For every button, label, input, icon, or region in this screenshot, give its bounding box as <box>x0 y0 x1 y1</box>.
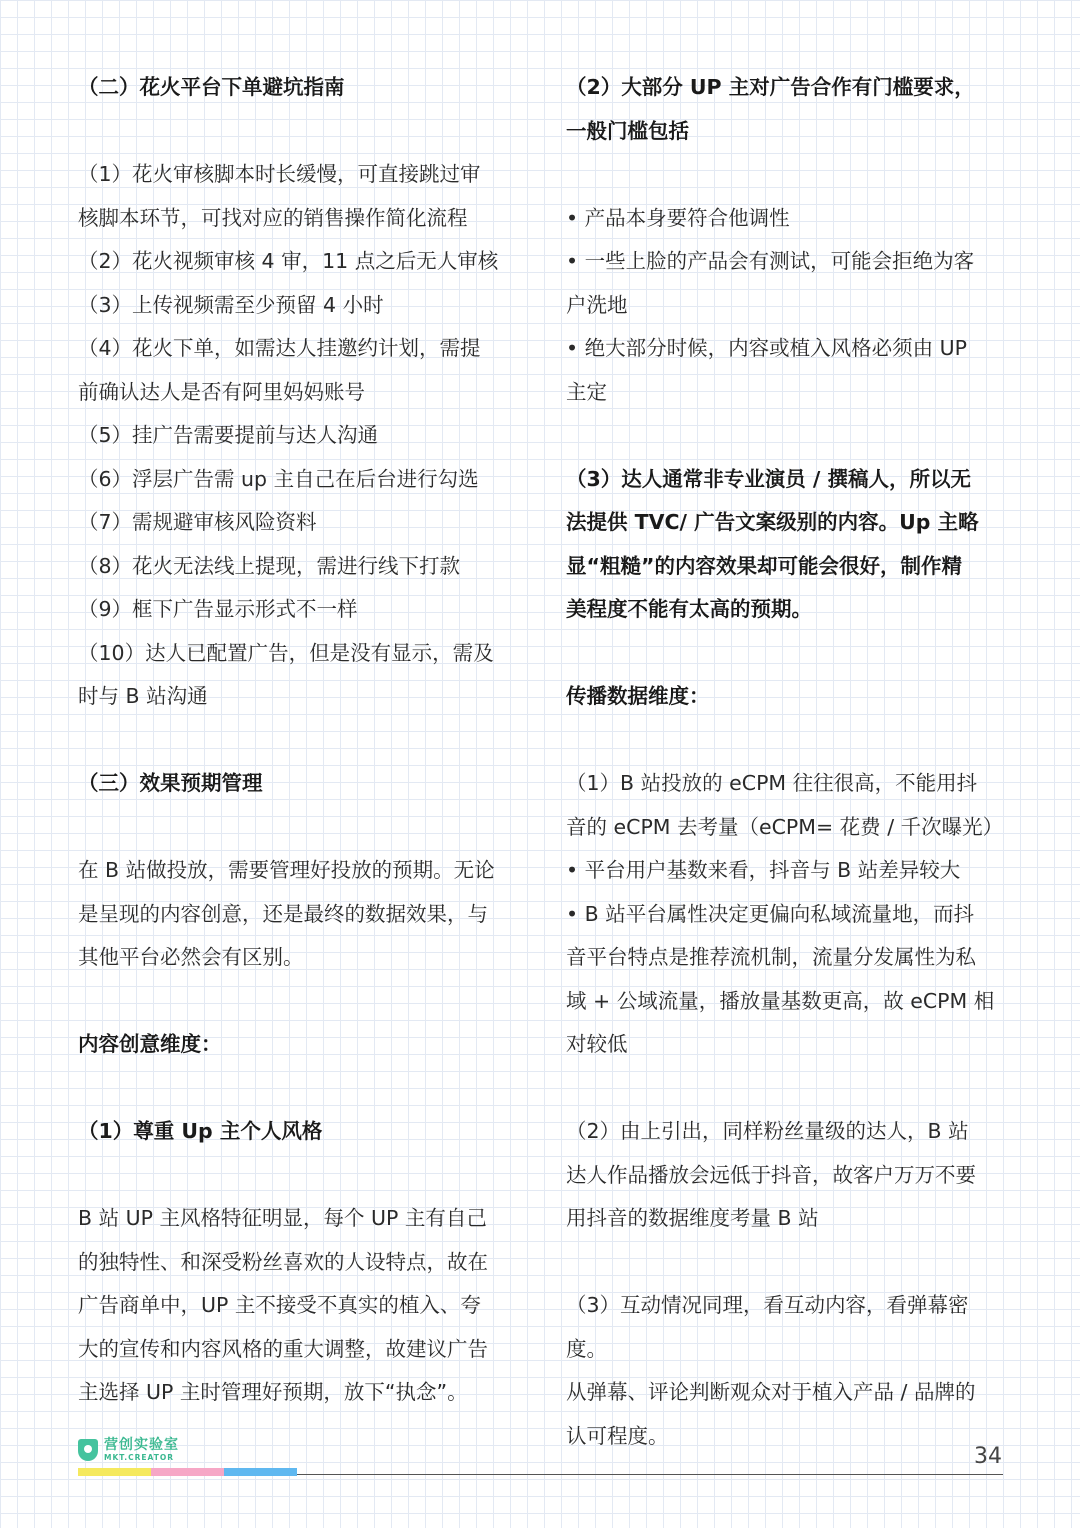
spacer <box>78 1067 518 1111</box>
text-line: （3）上传视频需至少预留 4 小时 <box>78 292 384 317</box>
text-line: • 一些上脸的产品会有测试，可能会拒绝为客 <box>566 249 975 273</box>
spacer <box>566 414 1006 458</box>
color-bar-pink <box>151 1468 224 1476</box>
text-line: 时与 B 站沟通 <box>78 684 208 708</box>
text-line: 大的宣传和内容风格的重大调整，故建议广告 <box>78 1336 488 1361</box>
spacer <box>78 719 518 763</box>
heading-line: （1）尊重 Up 主个人风格 <box>78 1119 323 1143</box>
text-line: （10）达人已配置广告，但是没有显示，需及 <box>78 640 494 665</box>
spacer <box>78 980 518 1024</box>
heading-line: 法提供 TVC/ 广告文案级别的内容。Up 主略 <box>566 510 979 534</box>
text-line: • B 站平台属性决定更偏向私域流量地，而抖 <box>566 901 975 926</box>
text-line: 音的 eCPM 去考量（eCPM= 花费 / 千次曝光） <box>566 814 1004 839</box>
text-line: （9）框下广告显示形式不一样 <box>78 597 358 621</box>
brand-logo <box>78 1438 179 1462</box>
heading-line: 内容创意维度： <box>78 1032 222 1056</box>
text-line: 用抖音的数据维度考量 B 站 <box>566 1206 819 1230</box>
spacer <box>566 719 1006 763</box>
text-line: 对较低 <box>566 1032 628 1056</box>
text-line: 认可程度。 <box>566 1423 669 1448</box>
text-line: （2）由上引出，同样粉丝量级的达人，B 站 <box>566 1119 969 1143</box>
spacer <box>78 110 518 154</box>
heading-line: （三）效果预期管理 <box>78 771 263 795</box>
text-line: 户洗地 <box>566 292 628 317</box>
logo-cn: 营创实验室 <box>104 1437 179 1453</box>
left-column <box>78 66 518 1415</box>
spacer <box>78 1154 518 1198</box>
footer-rule <box>297 1474 1003 1475</box>
spacer <box>78 806 518 850</box>
heading-line: （二）花火平台下单避坑指南 <box>78 75 345 99</box>
text-line: （4）花火下单，如需达人挂邀约计划，需提 <box>78 336 481 360</box>
text-line: 核脚本环节，可找对应的销售操作简化流程 <box>78 205 468 230</box>
spacer <box>566 1067 1006 1111</box>
text-line: （7）需规避审核风险资料 <box>78 510 317 534</box>
text-line: 主选择 UP 主时管理好预期，放下“执念”。 <box>78 1380 468 1404</box>
text-line: 音平台特点是推荐流机制，流量分发属性为私 <box>566 945 976 969</box>
heading-line: （3）达人通常非专业演员 / 撰稿人，所以无 <box>566 466 972 491</box>
heading-line: 一般门槛包括 <box>566 118 689 143</box>
text-line: 的独特性、和深受粉丝喜欢的人设特点，故在 <box>78 1249 488 1274</box>
right-column <box>566 66 1006 1458</box>
shield-logo-icon <box>78 1439 98 1461</box>
text-line: 域 + 公域流量，播放量基数更高，故 eCPM 相 <box>566 988 995 1013</box>
text-line: 主定 <box>566 379 607 404</box>
spacer <box>566 632 1006 676</box>
spacer <box>566 1241 1006 1285</box>
page-number: 34 <box>974 1444 1002 1469</box>
text-line: 从弹幕、评论判断观众对于植入产品 / 品牌的 <box>566 1380 976 1404</box>
text-line: （2）花火视频审核 4 审，11 点之后无人审核 <box>78 249 499 273</box>
heading-line: 美程度不能有太高的预期。 <box>566 597 812 621</box>
heading-line: 传播数据维度： <box>566 684 710 708</box>
text-line: 是呈现的内容创意，还是最终的数据效果，与 <box>78 901 488 926</box>
heading-line: 显“粗糙”的内容效果却可能会很好，制作精 <box>566 553 962 578</box>
text-line: 在 B 站做投放，需要管理好投放的预期。无论 <box>78 858 495 882</box>
text-line: 达人作品播放会远低于抖音，故客户万万不要 <box>566 1162 976 1187</box>
heading-line: （2）大部分 UP 主对广告合作有门槛要求， <box>566 75 975 99</box>
text-line: （3）互动情况同理，看互动内容，看弹幕密度。 <box>566 1293 969 1361</box>
text-line: 前确认达人是否有阿里妈妈账号 <box>78 379 365 404</box>
text-line: （1）B 站投放的 eCPM 往往很高，不能用抖 <box>566 771 978 795</box>
color-bar-blue <box>224 1468 297 1476</box>
color-bar <box>78 1468 297 1476</box>
text-line: • 平台用户基数来看，抖音与 B 站差异较大 <box>566 858 961 882</box>
text-line: • 绝大部分时候，内容或植入风格必须由 UP <box>566 336 967 360</box>
spacer <box>566 153 1006 197</box>
text-line: B 站 UP 主风格特征明显，每个 UP 主有自己 <box>78 1206 487 1230</box>
text-line: 广告商单中，UP 主不接受不真实的植入、夸 <box>78 1293 481 1317</box>
color-bar-yellow <box>78 1468 151 1476</box>
text-line: （1）花火审核脚本时长缓慢，可直接跳过审 <box>78 162 481 186</box>
logo-en: MKT.CREATOR <box>104 1453 174 1462</box>
text-line: （8）花火无法线上提现，需进行线下打款 <box>78 553 461 578</box>
text-line: 其他平台必然会有区别。 <box>78 945 304 969</box>
text-line: （6）浮层广告需 up 主自己在后台进行勾选 <box>78 466 479 491</box>
text-line: • 产品本身要符合他调性 <box>566 205 790 230</box>
text-line: （5）挂广告需要提前与达人沟通 <box>78 423 379 447</box>
